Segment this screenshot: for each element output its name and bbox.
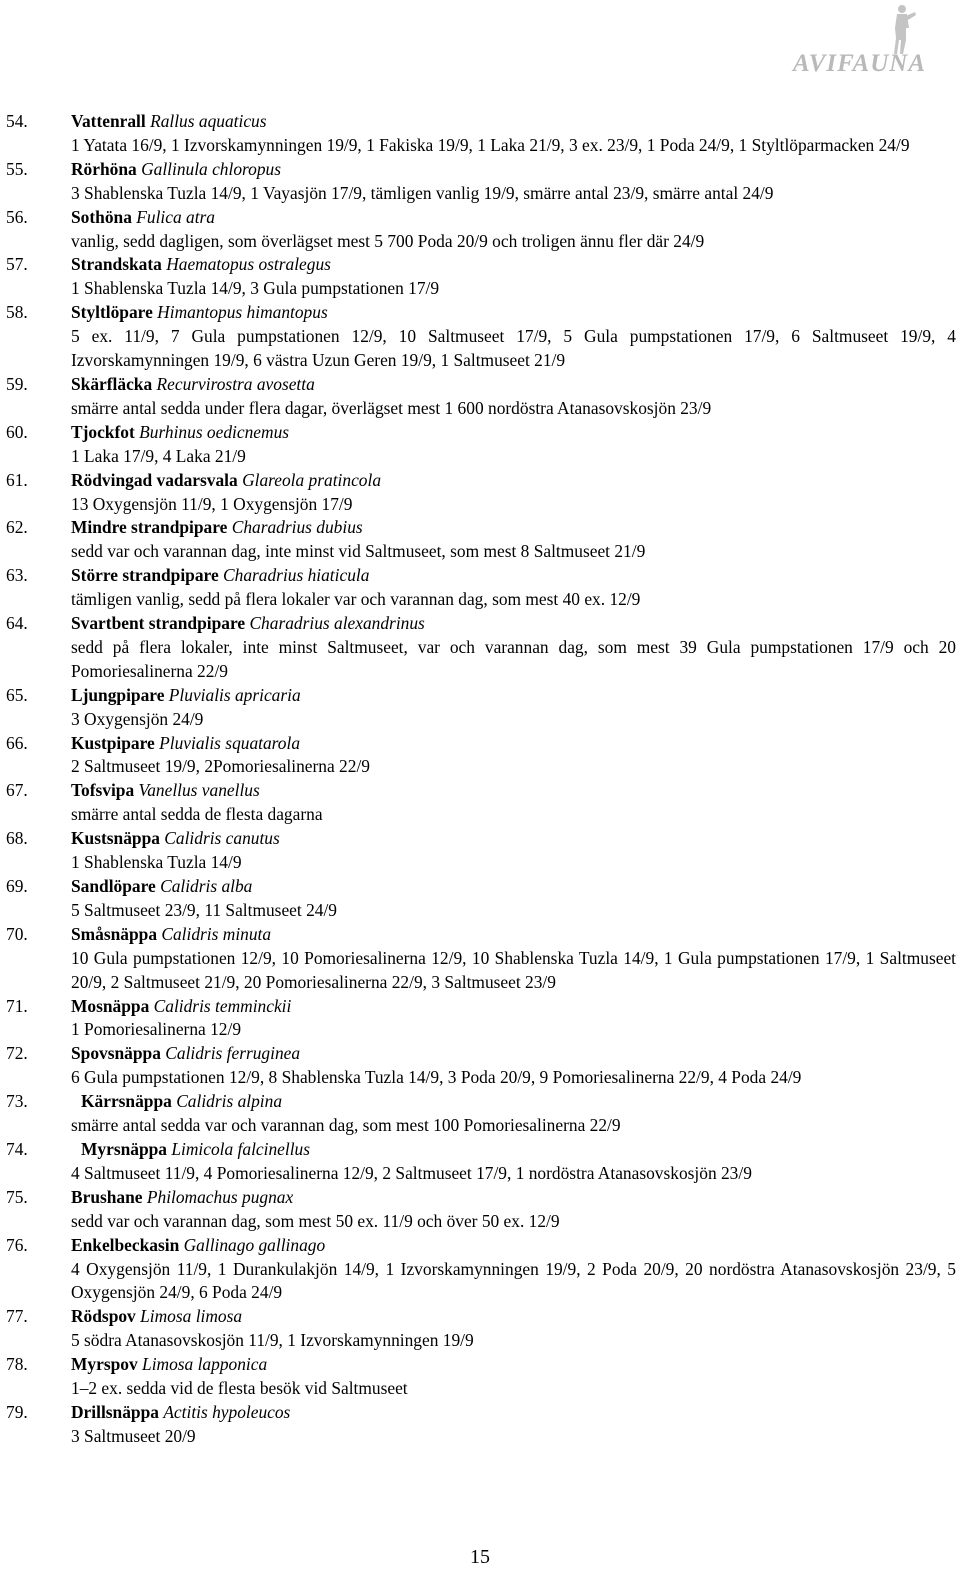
observation-text: 4 Saltmuseet 11/9, 4 Pomoriesalinerna 12/9, 2 Saltmuseet 17/9, 1 nordöstra Atanasovskosjön 23/9 — [71, 1162, 752, 1183]
observation-text: 1 Yatata 16/9, 1 Izvorskamynningen 19/9, 1 Fakiska 19/9, 1 Laka 21/9, 3 ex. 23/9, 1 Poda 24/9, 1 Styltlöparmacken 24/9 — [71, 134, 910, 155]
species-heading — [71, 923, 956, 947]
species-entry — [6, 684, 956, 732]
swedish-name: Vattenrall — [71, 111, 146, 131]
species-heading — [71, 110, 956, 134]
swedish-name: Brushane — [71, 1186, 143, 1207]
observation-text: 6 Gula pumpstationen 12/9, 8 Shablenska Tuzla 14/9, 3 Poda 20/9, 9 Pomoriesalinerna 22/9, 4 Poda 24/9 — [71, 1067, 802, 1088]
swedish-name: Tjockfot — [71, 421, 135, 442]
observation-text: 5 ex. 11/9, 7 Gula pumpstationen 12/9, 10 Saltmuseet 17/9, 5 Gula pumpstationen 17/9, 6 Saltmuseet 19/9, 4 Izvorskamynningen 19/9, 6 västra Uzun Geren 19/9, 1 Saltmuseet 21/9 — [71, 326, 956, 371]
entry-number: 57. — [6, 254, 28, 275]
observation-text: 1 Laka 17/9, 4 Laka 21/9 — [71, 445, 246, 466]
observation-text: 1 Shablenska Tuzla 14/9 — [71, 852, 242, 873]
species-heading — [71, 158, 956, 182]
latin-name: Glareola pratincola — [242, 469, 382, 490]
swedish-name: Småsnäppa — [71, 923, 158, 944]
swedish-name: Rödvingad vadarsvala — [71, 469, 238, 490]
species-entry — [6, 1353, 956, 1401]
swedish-name: Drillsnäppa — [71, 1401, 159, 1422]
latin-name: Limosa limosa — [140, 1306, 243, 1327]
entry-number: 70. — [6, 923, 28, 944]
latin-name: Rallus aquaticus — [150, 111, 267, 131]
swedish-name: Större strandpipare — [71, 565, 219, 586]
species-heading — [71, 469, 956, 493]
latin-name: Actitis hypoleucos — [163, 1401, 291, 1422]
species-entry — [6, 206, 956, 254]
entry-number: 60. — [6, 421, 28, 442]
swedish-name: Ljungpipare — [71, 684, 165, 705]
latin-name: Himantopus himantopus — [157, 302, 328, 323]
species-entry — [6, 1234, 956, 1306]
species-heading — [71, 1090, 956, 1114]
swedish-name: Rödspov — [71, 1306, 136, 1327]
observation-text: tämligen vanlig, sedd på flera lokaler var och varannan dag, som mest 40 ex. 12/9 — [71, 589, 641, 610]
species-heading — [71, 875, 956, 899]
entry-number: 76. — [6, 1234, 28, 1255]
latin-name: Calidris ferruginea — [165, 1043, 301, 1064]
entry-number: 67. — [6, 780, 28, 801]
latin-name: Gallinula chloropus — [141, 158, 282, 179]
latin-name: Calidris alpina — [176, 1091, 283, 1112]
species-heading — [71, 779, 956, 803]
species-heading — [71, 684, 956, 708]
entry-number: 71. — [6, 995, 28, 1016]
observation-text: 1 Shablenska Tuzla 14/9, 3 Gula pumpstationen 17/9 — [71, 278, 440, 299]
species-heading — [71, 1186, 956, 1210]
latin-name: Charadrius alexandrinus — [249, 613, 425, 634]
observation-text: 1 Pomoriesalinerna 12/9 — [71, 1019, 242, 1040]
species-entry — [6, 995, 956, 1043]
species-heading — [71, 206, 956, 230]
species-heading — [71, 1305, 956, 1329]
swedish-name: Kustsnäppa — [71, 828, 160, 849]
entry-number: 62. — [6, 517, 28, 538]
species-entry — [6, 1186, 956, 1234]
observation-text: 3 Oxygensjön 24/9 — [71, 708, 204, 729]
observation-text: 13 Oxygensjön 11/9, 1 Oxygensjön 17/9 — [71, 493, 353, 514]
species-entry — [6, 875, 956, 923]
observation-text: 4 Oxygensjön 11/9, 1 Durankulakjön 14/9, 1 Izvorskamynningen 19/9, 2 Poda 20/9, 20 nordöstra Atanasovskosjön 23/9, 5 Oxygensjön 24/9, 6 Poda 24/9 — [71, 1258, 956, 1303]
swedish-name: Sothöna — [71, 206, 132, 227]
species-entry — [6, 564, 956, 612]
entry-number: 79. — [6, 1401, 28, 1422]
species-heading — [71, 564, 956, 588]
entry-number: 64. — [6, 613, 28, 634]
page-number: 15 — [470, 1546, 490, 1568]
observation-text: smärre antal sedda under flera dagar, överlägset mest 1 600 nordöstra Atanasovskosjön 23/9 — [71, 397, 712, 418]
observation-text: 10 Gula pumpstationen 12/9, 10 Pomoriesalinerna 12/9, 10 Shablenska Tuzla 14/9, 1 Gula pumpstationen 17/9, 1 Saltmuseet 20/9, 2 Saltmuseet 21/9, 20 Pomoriesalinerna 22/9, 3 Saltmuseet 23/9 — [71, 947, 956, 992]
species-heading — [71, 1042, 956, 1066]
entry-number: 68. — [6, 828, 28, 849]
latin-name: Charadrius hiaticula — [223, 565, 370, 586]
entry-number: 74. — [6, 1138, 28, 1159]
swedish-name: Styltlöpare — [71, 302, 153, 323]
swedish-name: Kustpipare — [71, 732, 155, 753]
swedish-name: Myrsnäppa — [81, 1138, 168, 1159]
swedish-name: Myrspov — [71, 1354, 138, 1375]
observation-text: smärre antal sedda var och varannan dag, som mest 100 Pomoriesalinerna 22/9 — [71, 1115, 621, 1136]
latin-name: Vanellus vanellus — [138, 780, 260, 801]
entry-number: 66. — [6, 732, 28, 753]
birdwatcher-figure-icon — [884, 4, 918, 56]
latin-name: Charadrius dubius — [231, 517, 363, 538]
species-heading — [71, 516, 956, 540]
swedish-name: Sandlöpare — [71, 876, 156, 896]
species-entry — [6, 1090, 956, 1138]
species-entry — [6, 301, 956, 373]
observation-text: sedd var och varannan dag, som mest 50 ex. 11/9 och över 50 ex. 12/9 — [71, 1210, 560, 1231]
latin-name: Limicola falcinellus — [171, 1138, 311, 1159]
species-heading — [71, 1234, 956, 1258]
species-entry — [6, 1305, 956, 1353]
latin-name: Burhinus oedicnemus — [139, 421, 290, 442]
latin-name: Calidris alba — [160, 876, 253, 896]
observation-text: smärre antal sedda de flesta dagarna — [71, 804, 323, 825]
observation-text: sedd på flera lokaler, inte minst Saltmuseet, var och varannan dag, som mest 39 Gula pumpstationen 17/9 och 20 Pomoriesalinerna 22/9 — [71, 636, 956, 681]
species-entry — [6, 373, 956, 421]
species-entry — [6, 779, 956, 827]
latin-name: Recurvirostra avosetta — [156, 373, 315, 394]
observation-text: 5 södra Atanasovskosjön 11/9, 1 Izvorskamynningen 19/9 — [71, 1330, 474, 1351]
latin-name: Limosa lapponica — [142, 1354, 268, 1375]
observation-text: 3 Saltmuseet 20/9 — [71, 1425, 196, 1446]
observation-text: sedd var och varannan dag, inte minst vid Saltmuseet, som mest 8 Saltmuseet 21/9 — [71, 541, 646, 562]
swedish-name: Rörhöna — [71, 158, 137, 179]
entry-number: 54. — [6, 111, 28, 131]
species-list — [6, 110, 956, 1449]
species-entry — [6, 1138, 956, 1186]
species-entry — [6, 1401, 956, 1449]
species-entry — [6, 469, 956, 517]
latin-name: Fulica atra — [136, 206, 215, 227]
species-heading — [71, 1401, 956, 1425]
entry-number: 63. — [6, 565, 28, 586]
entry-number: 77. — [6, 1306, 28, 1327]
species-entry — [6, 516, 956, 564]
species-entry — [6, 612, 956, 684]
observation-text: 3 Shablenska Tuzla 14/9, 1 Vayasjön 17/9, tämligen vanlig 19/9, smärre antal 23/9, smärre antal 24/9 — [71, 182, 774, 203]
entry-number: 72. — [6, 1043, 28, 1064]
species-entry — [6, 732, 956, 780]
entry-number: 65. — [6, 684, 28, 705]
latin-name: Pluvialis squatarola — [159, 732, 301, 753]
logo-wordmark: AVIFAUNA — [792, 50, 926, 77]
species-entry — [6, 421, 956, 469]
swedish-name: Mindre strandpipare — [71, 517, 228, 538]
swedish-name: Tofsvipa — [71, 780, 135, 801]
species-entry — [6, 110, 956, 158]
latin-name: Gallinago gallinago — [183, 1234, 326, 1255]
latin-name: Pluvialis apricaria — [168, 684, 301, 705]
observation-text: 2 Saltmuseet 19/9, 2Pomoriesalinerna 22/9 — [71, 756, 370, 777]
species-heading — [71, 301, 956, 325]
entry-number: 55. — [6, 158, 28, 179]
species-entry — [6, 253, 956, 301]
swedish-name: Skärfläcka — [71, 373, 153, 394]
latin-name: Calidris temminckii — [153, 995, 292, 1016]
entry-number: 69. — [6, 876, 28, 896]
swedish-name: Mosnäppa — [71, 995, 150, 1016]
entry-number: 58. — [6, 302, 28, 323]
entry-number: 59. — [6, 373, 28, 394]
avifauna-logo — [766, 4, 926, 78]
species-heading — [71, 253, 956, 277]
species-heading — [71, 995, 956, 1019]
species-heading — [71, 1353, 956, 1377]
species-entry — [6, 827, 956, 875]
observation-text: 1–2 ex. sedda vid de flesta besök vid Saltmuseet — [71, 1378, 408, 1399]
species-entry — [6, 1042, 956, 1090]
entry-number: 56. — [6, 206, 28, 227]
latin-name: Calidris minuta — [161, 923, 272, 944]
latin-name: Haematopus ostralegus — [166, 254, 331, 275]
species-heading — [71, 421, 956, 445]
latin-name: Calidris canutus — [164, 828, 280, 849]
entry-number: 75. — [6, 1186, 28, 1207]
entry-number: 73. — [6, 1091, 28, 1112]
species-entry — [6, 158, 956, 206]
latin-name: Philomachus pugnax — [146, 1186, 294, 1207]
observation-text: vanlig, sedd dagligen, som överlägset mest 5 700 Poda 20/9 och troligen ännu fler där 24/9 — [71, 230, 705, 251]
swedish-name: Strandskata — [71, 254, 162, 275]
swedish-name: Spovsnäppa — [71, 1043, 161, 1064]
species-heading — [71, 1138, 956, 1162]
species-heading — [71, 373, 956, 397]
observation-text: 5 Saltmuseet 23/9, 11 Saltmuseet 24/9 — [71, 899, 337, 920]
swedish-name: Enkelbeckasin — [71, 1234, 180, 1255]
species-entry — [6, 923, 956, 995]
species-heading — [71, 732, 956, 756]
swedish-name: Kärrsnäppa — [81, 1091, 172, 1112]
swedish-name: Svartbent strandpipare — [71, 613, 246, 634]
entry-number: 78. — [6, 1354, 28, 1375]
species-heading — [71, 612, 956, 636]
species-heading — [71, 827, 956, 851]
entry-number: 61. — [6, 469, 28, 490]
